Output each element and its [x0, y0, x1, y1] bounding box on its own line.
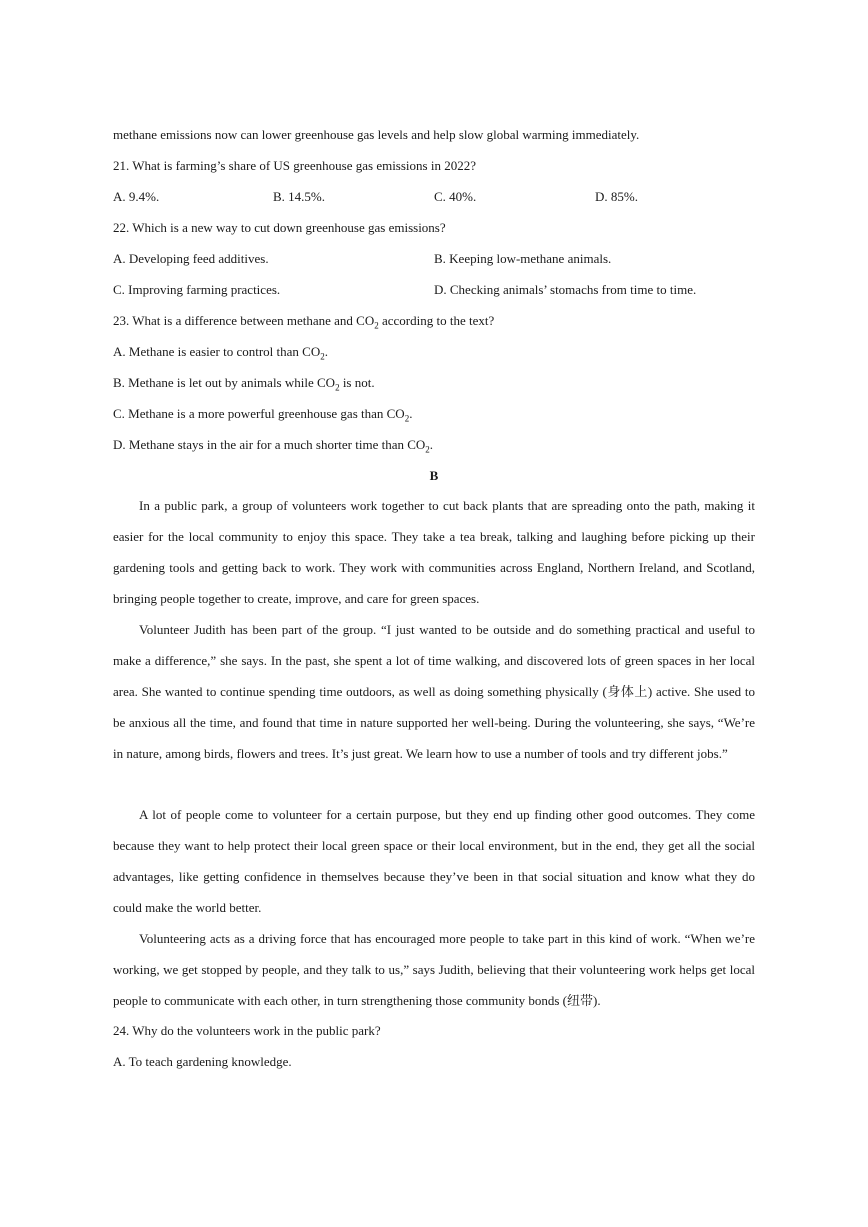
question-22-option-a[interactable]: A. Developing feed additives.: [113, 251, 269, 266]
co2-subscript: 2: [404, 413, 410, 424]
question-21-option-b[interactable]: B. 14.5%.: [273, 189, 325, 204]
question-23-stem-text: 23. What is a difference between methane and CO: [113, 313, 375, 328]
question-21-option-a[interactable]: A. 9.4%.: [113, 189, 160, 204]
question-23-option-a[interactable]: [113, 344, 328, 360]
question-22-option-c[interactable]: C. Improving farming practices.: [113, 282, 281, 297]
question-23-stem: [113, 313, 494, 329]
question-23-option-b-tail: is not.: [339, 375, 375, 390]
question-21-stem: 21. What is farming’s share of US greenhouse gas emissions in 2022?: [113, 158, 476, 173]
section-b-heading: B: [429, 468, 439, 483]
question-23-option-c[interactable]: [113, 406, 412, 422]
question-23-option-d-text: D. Methane stays in the air for a much shorter time than CO: [113, 437, 426, 452]
question-23-option-d[interactable]: [113, 437, 433, 453]
passage-b-paragraph-4: Volunteering acts as a driving force that has encouraged more people to take part in this kind of work. “When we’re working, we get stopped by people, and they talk to us,” says Judith, believing that their volunteering work helps get local people to communicate with each other, in turn strengthening those community bonds (纽带).: [113, 931, 755, 1008]
question-23-option-c-text: C. Methane is a more powerful greenhouse gas than CO: [113, 406, 405, 421]
passage-b-paragraph-2: Volunteer Judith has been part of the group. “I just wanted to be outside and do something practical and useful to make a difference,” she says. In the past, she spent a lot of time walking, and discovered lots of green spaces in her local area. She wanted to continue spending time outdoors, as well as doing something physically (身体上) active. She used to be anxious all the time, and found that time in nature supported her well-being. During the volunteering, she says, “We’re in nature, among birds, flowers and trees. It’s just great. We learn how to use a number of tools and try different jobs.”: [113, 622, 755, 761]
co2-subscript: 2: [425, 444, 430, 455]
question-21-option-c[interactable]: C. 40%.: [434, 189, 477, 204]
co2-subscript: 2: [374, 320, 379, 331]
question-23-option-b[interactable]: [113, 375, 375, 391]
question-23-option-a-text: A. Methane is easier to control than CO: [113, 344, 321, 359]
passage-b-paragraph-3: A lot of people come to volunteer for a certain purpose, but they end up finding other good outcomes. They come because they want to help protect their local green space or their local environment, but in the end, they get all the social advantages, like getting confidence in themselves because they’ve been in that social situation and know what they do could make the world better.: [113, 807, 755, 915]
question-23-option-b-text: B. Methane is let out by animals while CO: [113, 375, 336, 390]
question-23-option-d-tail: .: [429, 437, 434, 452]
passage-a-last-line: methane emissions now can lower greenhouse gas levels and help slow global warming immediately.: [113, 127, 640, 142]
co2-subscript: 2: [335, 382, 340, 393]
co2-subscript: 2: [320, 351, 325, 362]
question-22-stem: 22. Which is a new way to cut down greenhouse gas emissions?: [113, 220, 446, 235]
question-22-option-b[interactable]: B. Keeping low-methane animals.: [434, 251, 612, 266]
question-23-stem-tail: according to the text?: [378, 313, 495, 328]
question-23-option-a-tail: .: [324, 344, 328, 359]
question-24-stem: 24. Why do the volunteers work in the public park?: [113, 1023, 381, 1038]
question-22-option-d[interactable]: D. Checking animals’ stomachs from time to time.: [434, 282, 697, 297]
question-21-option-d[interactable]: D. 85%.: [595, 189, 638, 204]
question-23-option-c-tail: .: [409, 406, 413, 421]
passage-b-paragraph-1: In a public park, a group of volunteers work together to cut back plants that are spreading onto the path, making it easier for the local community to enjoy this space. They take a tea break, talking and laughing before picking up their gardening tools and getting back to work. They work with communities across England, Northern Ireland, and Scotland, bringing people together to create, improve, and care for green spaces.: [113, 498, 755, 606]
question-24-option-a[interactable]: A. To teach gardening knowledge.: [113, 1054, 292, 1069]
